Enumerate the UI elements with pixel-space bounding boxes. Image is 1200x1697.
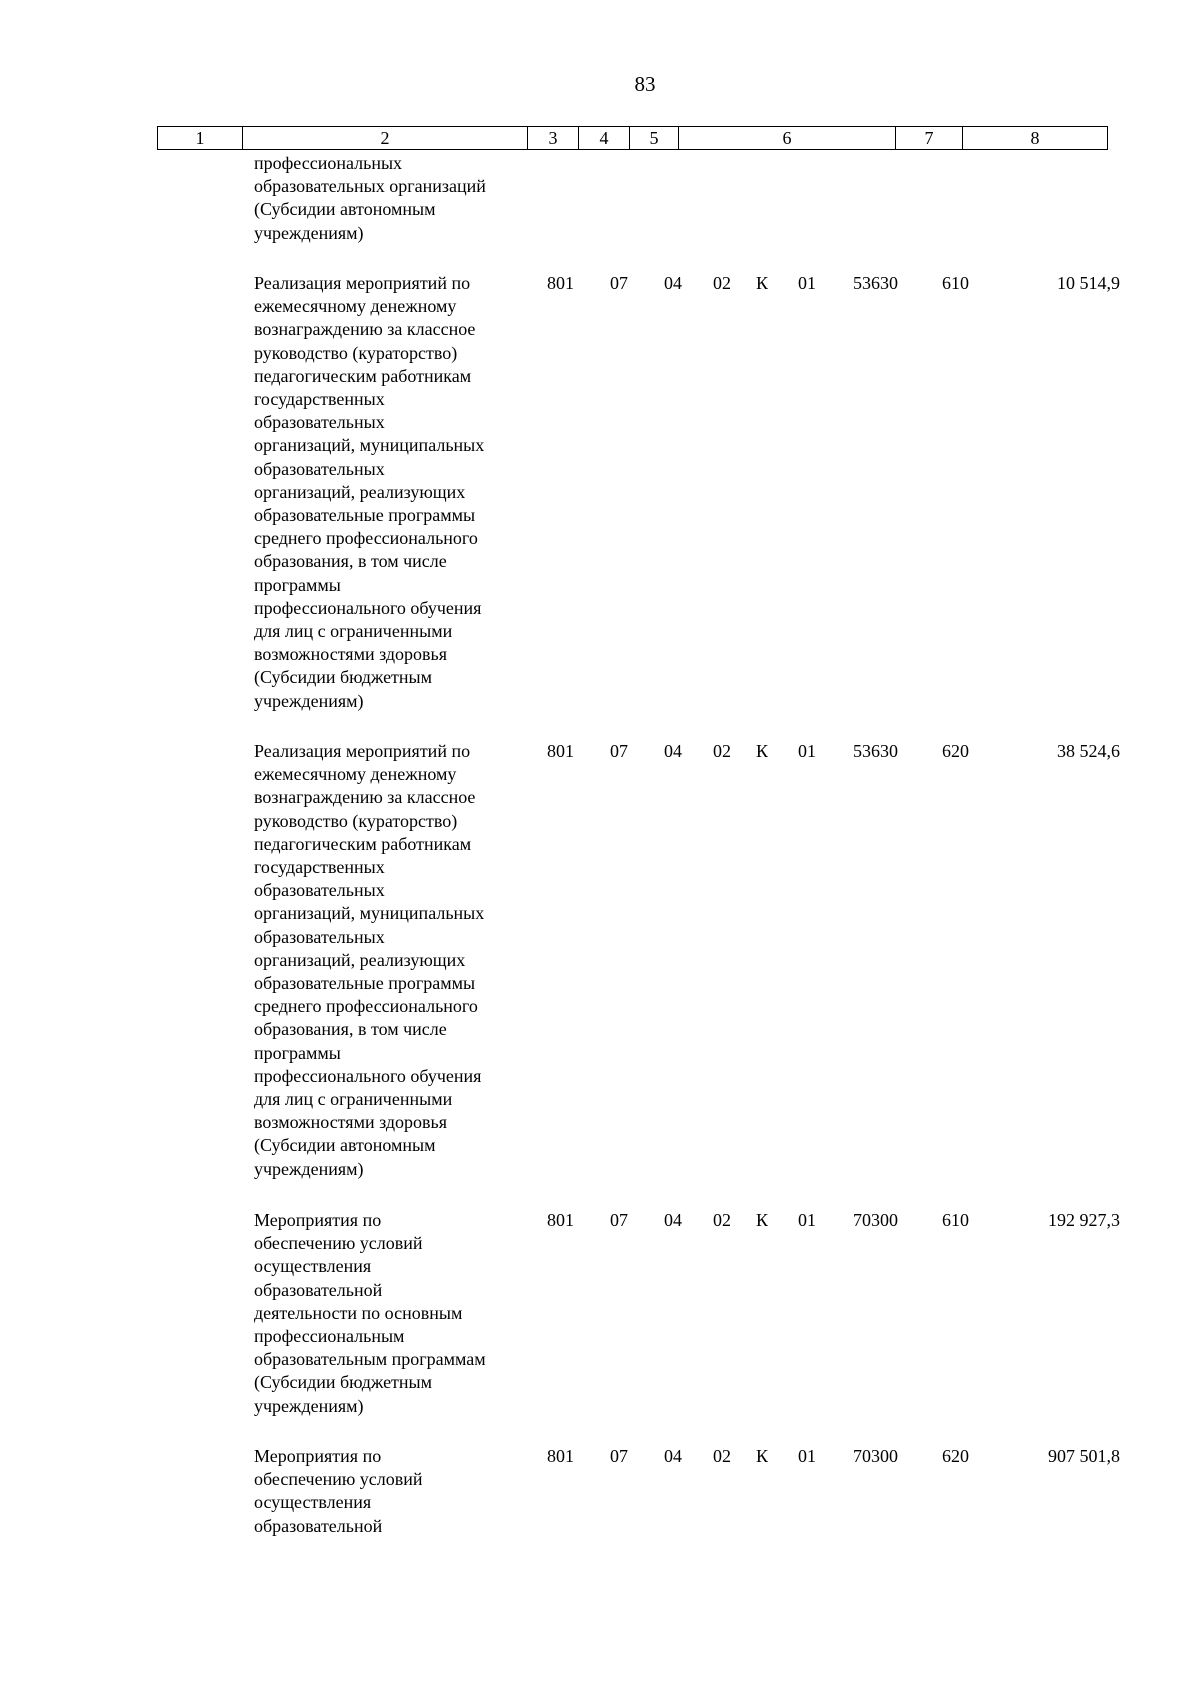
row-code-7: 610 [942, 1210, 969, 1230]
page-number: 83 [634, 72, 656, 96]
row-code-6-part-3: 01 [798, 273, 816, 293]
row-code-7: 620 [942, 741, 969, 761]
row-code-6-part-2: К [756, 1446, 769, 1466]
row-description: Мероприятия по обеспечению условий осуществления образовательной [254, 1446, 423, 1536]
column-header-1: 1 [158, 127, 243, 150]
row-code-3: 801 [547, 741, 574, 761]
column-header-4: 4 [579, 127, 630, 150]
row-amount: 38 524,6 [1057, 741, 1120, 761]
row-code-6-part-4: 70300 [853, 1446, 898, 1466]
row-amount: 10 514,9 [1057, 273, 1120, 293]
row-code-5: 04 [664, 1210, 682, 1230]
column-header-5: 5 [630, 127, 679, 150]
row-amount: 192 927,3 [1048, 1210, 1120, 1230]
row-code-4: 07 [610, 1446, 628, 1466]
row-code-6-part-4: 53630 [853, 273, 898, 293]
row-code-4: 07 [610, 1210, 628, 1230]
row-code-6-part-1: 02 [713, 741, 731, 761]
column-header-3: 3 [528, 127, 579, 150]
row-code-6-part-1: 02 [713, 273, 731, 293]
row-code-6-part-2: К [756, 1210, 769, 1230]
column-header-8: 8 [963, 127, 1108, 150]
row-code-6-part-3: 01 [798, 741, 816, 761]
row-code-3: 801 [547, 273, 574, 293]
column-header-7: 7 [896, 127, 963, 150]
row-code-6-part-2: К [756, 273, 769, 293]
row-code-6-part-1: 02 [713, 1446, 731, 1466]
row-code-6-part-4: 70300 [853, 1210, 898, 1230]
row-code-5: 04 [664, 273, 682, 293]
row-description: Мероприятия по обеспечению условий осуществления образовательной деятельности по основным профессиональным образовательным программам (Субсидии бюджетным учреждениям) [254, 1210, 486, 1416]
continuation-text: профессиональных образовательных организаций (Субсидии автономным учреждениям) [254, 153, 486, 243]
row-code-5: 04 [664, 1446, 682, 1466]
row-code-6-part-3: 01 [798, 1446, 816, 1466]
column-header-row [158, 127, 1108, 150]
row-code-3: 801 [547, 1210, 574, 1230]
row-code-5: 04 [664, 741, 682, 761]
row-code-6-part-1: 02 [713, 1210, 731, 1230]
row-description: Реализация мероприятий по ежемесячному денежному вознаграждению за классное руководство (кураторство) педагогическим работникам государственных образовательных организаций, муниципальных образовательных организаций, реализующих образовательные программы среднего профессионального образования, в том числе программы профессионального обучения для лиц с ограниченными возможностями здоровья (Субсидии бюджетным учреждениям) [254, 273, 485, 711]
row-amount: 907 501,8 [1048, 1446, 1120, 1466]
row-code-3: 801 [547, 1446, 574, 1466]
row-code-7: 610 [942, 273, 969, 293]
row-code-6-part-2: К [756, 741, 769, 761]
column-header-table [157, 126, 1108, 150]
row-code-6-part-4: 53630 [853, 741, 898, 761]
row-code-4: 07 [610, 273, 628, 293]
row-code-6-part-3: 01 [798, 1210, 816, 1230]
column-header-2: 2 [243, 127, 528, 150]
row-description: Реализация мероприятий по ежемесячному денежному вознаграждению за классное руководство (кураторство) педагогическим работникам государственных образовательных организаций, муниципальных образовательных организаций, реализующих образовательные программы среднего профессионального образования, в том числе программы профессионального обучения для лиц с ограниченными возможностями здоровья (Субсидии автономным учреждениям) [254, 741, 485, 1179]
row-code-4: 07 [610, 741, 628, 761]
column-header-6: 6 [679, 127, 896, 150]
row-code-7: 620 [942, 1446, 969, 1466]
